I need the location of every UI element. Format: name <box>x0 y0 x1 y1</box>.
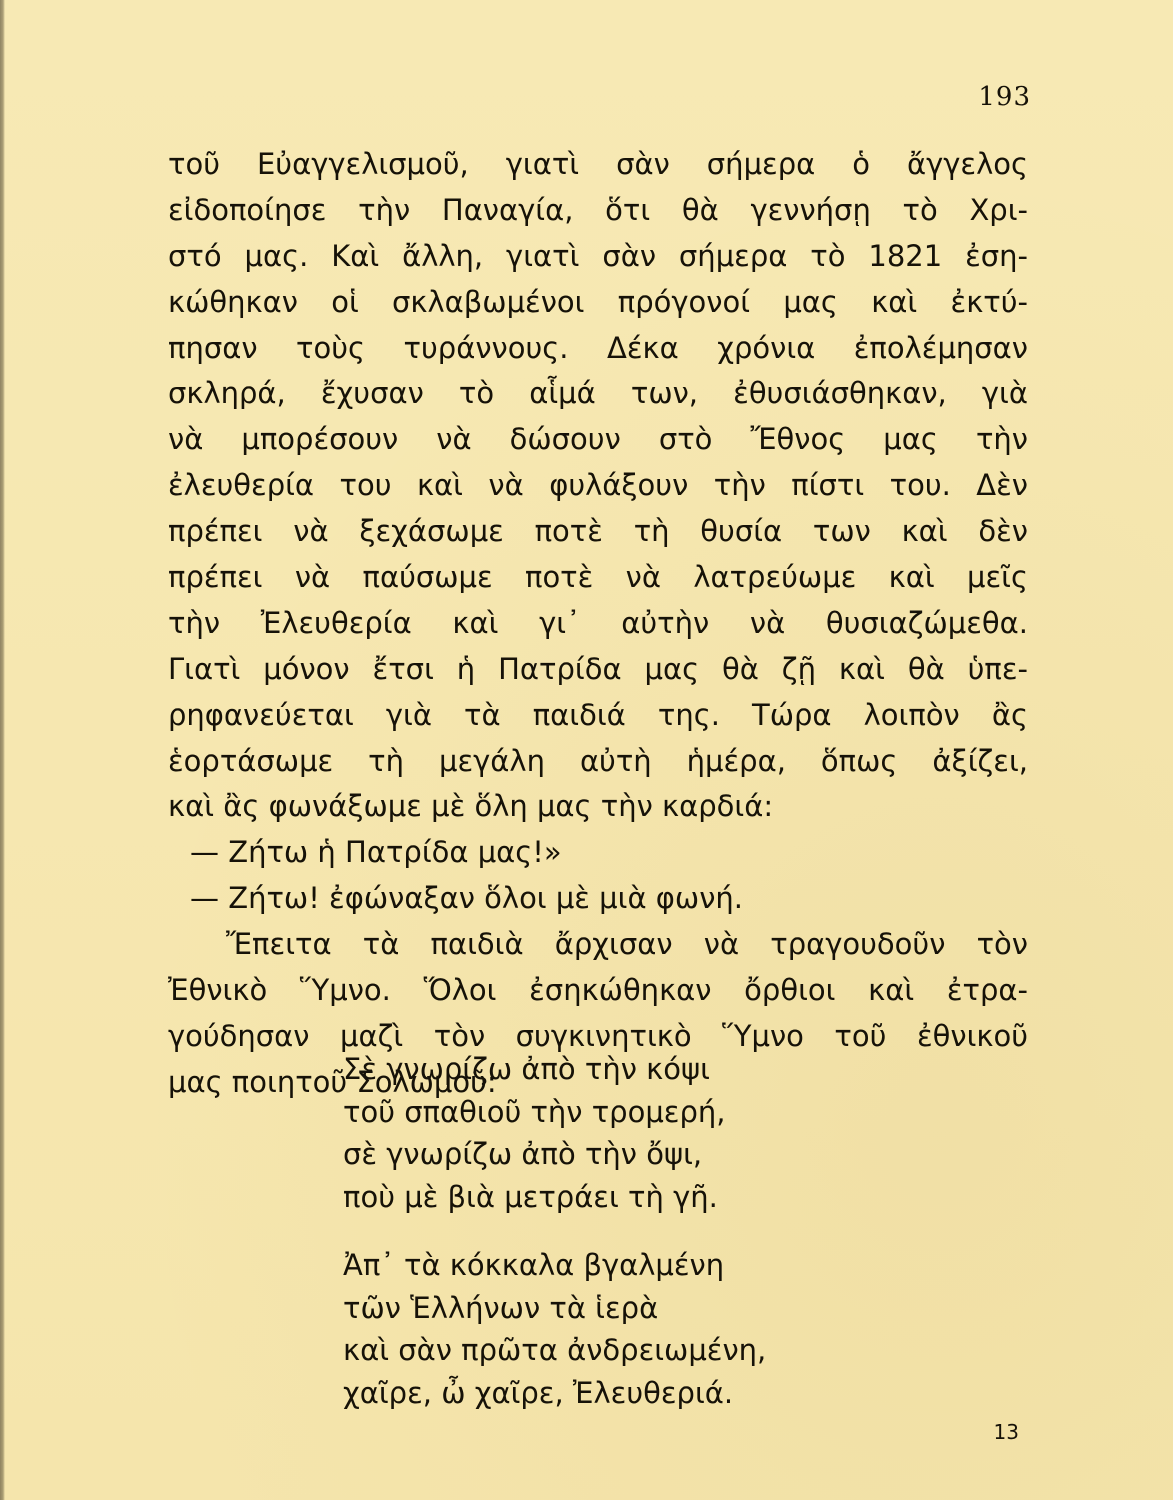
poem-line: καὶ σὰν πρῶτα ἀνδρειωμένη, <box>343 1333 767 1367</box>
closing-paragraph-line: γούδησαν μαζὶ τὸν συγκινητικὸ Ὕμνο τοῦ ἐθνικοῦ <box>168 1018 1028 1053</box>
paragraph-line: σκληρά, ἔχυσαν τὸ αἷμά των, ἐθυσιάσθηκαν, γιὰ <box>168 376 1028 411</box>
poem-line: χαῖρε, ὦ χαῖρε, Ἐλευθεριά. <box>343 1375 734 1410</box>
paragraph-line: στό μας. Καὶ ἄλλη, γιατὶ σὰν σήμερα τὸ 1821 ἐση- <box>168 238 1028 273</box>
poem-line: ποὺ μὲ βιὰ μετράει τὴ γῆ. <box>343 1179 718 1214</box>
paragraph-line: πησαν τοὺς τυράννους. Δέκα χρόνια ἐπολέμησαν <box>168 330 1028 365</box>
dialogue-line: — Ζήτω ἡ Πατρίδα μας!» <box>190 835 562 870</box>
dialogue-line: — Ζήτω! ἐφώναξαν ὅλοι μὲ μιὰ φωνή. <box>190 881 743 916</box>
poem-line: τῶν Ἑλλήνων τὰ ἱερὰ <box>343 1290 659 1325</box>
poem-line: Ἀπ᾽ τὰ κόκκαλα βγαλμένη <box>343 1248 725 1282</box>
main-text-block <box>168 142 1028 1106</box>
paragraph-line: εἰδοποίησε τὴν Παναγία, ὅτι θὰ γεννήσῃ τὸ Χρι- <box>168 192 1028 227</box>
closing-paragraph-line: μας ποιητοῦ Σολωμοῦ: <box>168 1064 497 1099</box>
page-number-top: 193 <box>978 82 1031 112</box>
paragraph-line: πρέπει νὰ παύσωμε ποτὲ νὰ λατρεύωμε καὶ μεῖς <box>168 560 1028 595</box>
closing-paragraph-line: Ἔπειτα τὰ παιδιὰ ἄρχισαν νὰ τραγουδοῦν τὸν <box>226 927 1028 962</box>
paragraph-line: Γιατὶ μόνον ἔτσι ἡ Πατρίδα μας θὰ ζῇ καὶ θὰ ὑπε- <box>168 651 1028 686</box>
paragraph-line: ρηφανεύεται γιὰ τὰ παιδιά της. Τώρα λοιπὸν ἂς <box>168 697 1028 732</box>
poem-stanza-2 <box>343 1244 903 1414</box>
closing-paragraph-line: Ἐθνικὸ Ὕμνο. Ὅλοι ἐσηκώθηκαν ὄρθιοι καὶ ἐτρα- <box>168 973 1028 1008</box>
paragraph-line: πρέπει νὰ ξεχάσωμε ποτὲ τὴ θυσία των καὶ δὲν <box>168 514 1028 549</box>
poem-line: τοῦ σπαθιοῦ τὴν τρομερή, <box>343 1094 726 1129</box>
paragraph-line: ἐλευθερία του καὶ νὰ φυλάξουν τὴν πίστι του. Δὲν <box>168 468 1028 503</box>
poem-line: Σὲ γνωρίζω ἀπὸ τὴν κόψι <box>343 1052 710 1086</box>
poem-line: σὲ γνωρίζω ἀπὸ τὴν ὄψι, <box>343 1137 703 1171</box>
page-binding-edge <box>0 0 5 1500</box>
paragraph-line: κώθηκαν οἱ σκλαβωμένοι πρόγονοί μας καὶ ἐκτύ- <box>168 284 1028 319</box>
paragraph-line: τὴν Ἐλευθερία καὶ γι᾽ αὐτὴν νὰ θυσιαζώμεθα. <box>168 605 1028 640</box>
paragraph-line: ἑορτάσωμε τὴ μεγάλη αὐτὴ ἡμέρα, ὅπως ἀξίζει, <box>168 743 1028 778</box>
page-number-bottom: 13 <box>993 1420 1019 1444</box>
poem-stanza-1 <box>343 1048 903 1218</box>
paragraph-line: τοῦ Εὐαγγελισμοῦ, γιατὶ σὰν σήμερα ὁ ἄγγελος <box>168 147 1028 181</box>
paragraph-line: καὶ ἂς φωνάξωμε μὲ ὅλη μας τὴν καρδιά: <box>168 789 774 824</box>
paragraph-line: νὰ μπορέσουν νὰ δώσουν στὸ Ἔθνος μας τὴν <box>168 422 1028 457</box>
